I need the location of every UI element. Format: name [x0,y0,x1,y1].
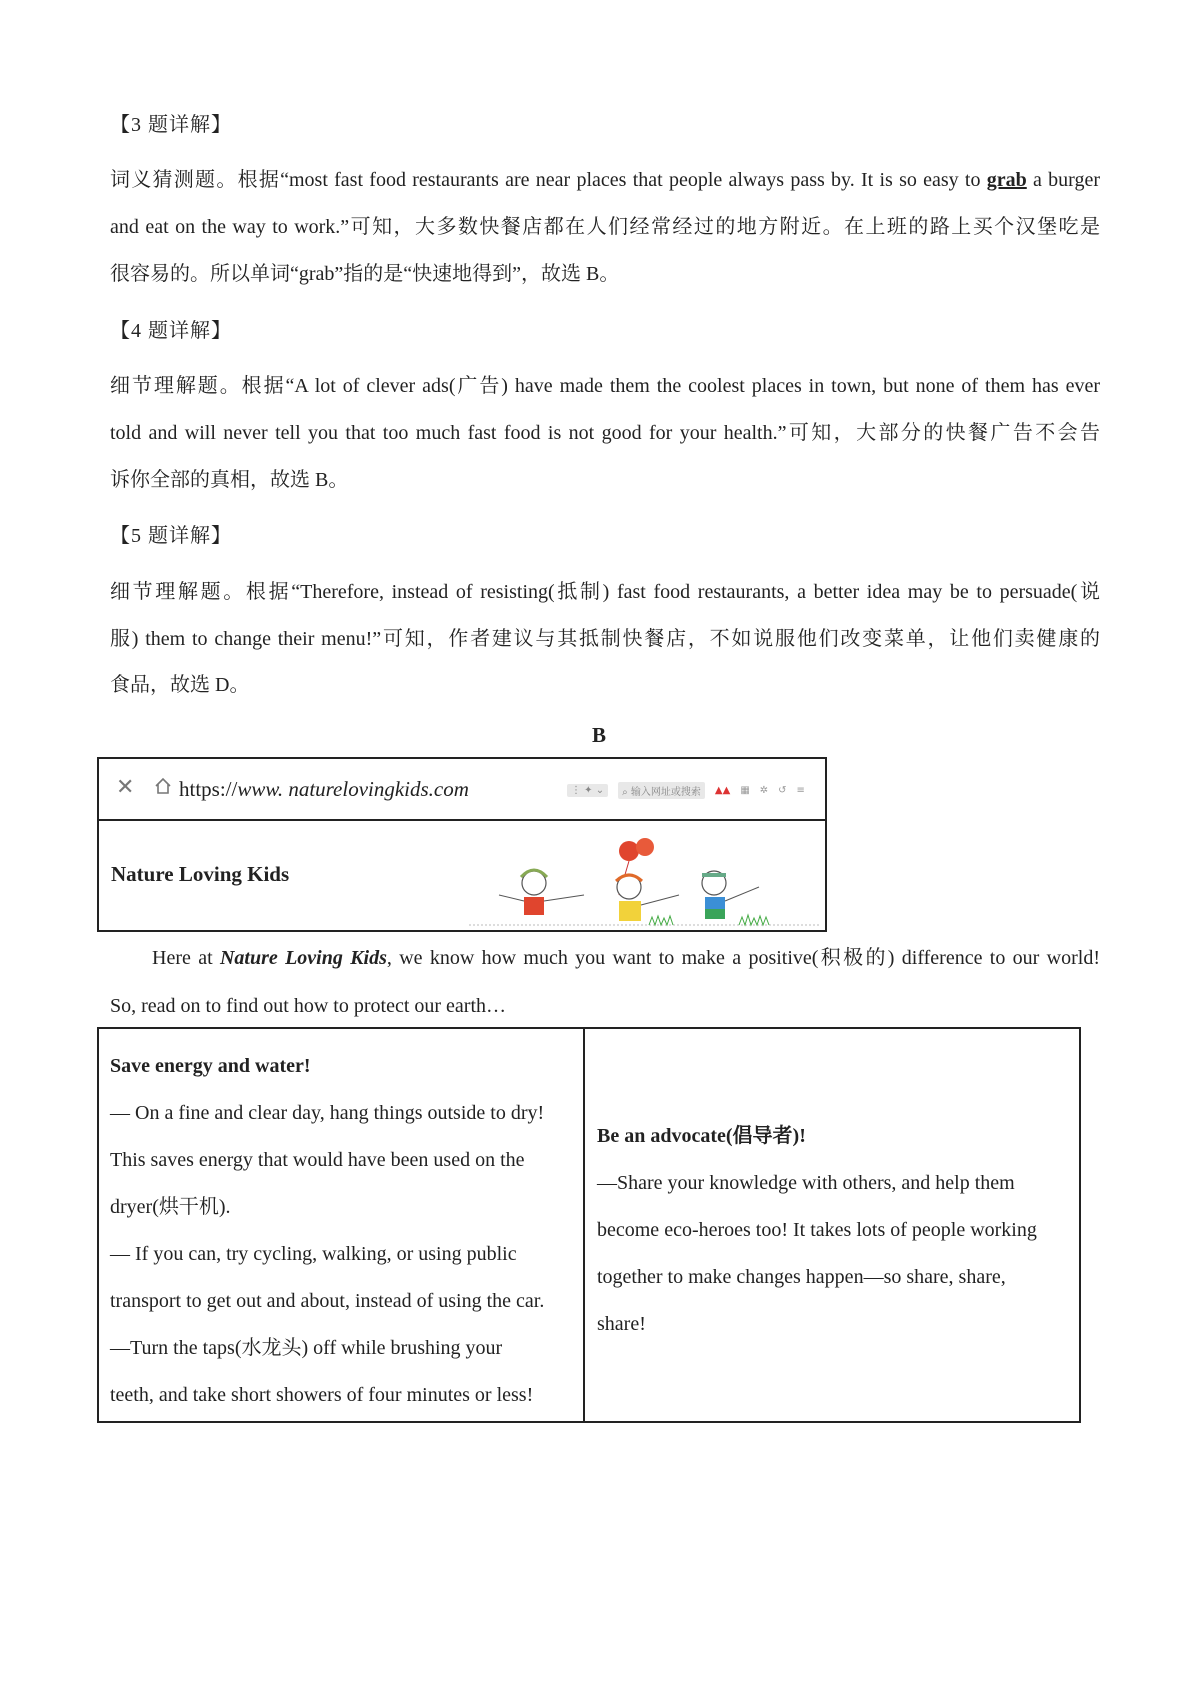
left-cell-heading: Save energy and water! [110,1055,311,1077]
q4-line-2: told and will never tell you that too much fast food is not good for your health.”可知，大部分的快餐广告不会告 [110,422,1100,444]
grab-word: grab [986,169,1027,191]
right-cell-heading: Be an advocate(倡导者)! [597,1125,806,1147]
browser-toolbar [567,781,805,799]
q3-line-1-text: 词义猜测题。根据“most fast food restaurants are near places that people always pass by. It is so easy to [110,169,987,191]
right-cell-line: —Share your knowledge with others, and help them [597,1172,1015,1194]
q4-line-3: 诉你全部的真相，故选 B。 [110,469,349,491]
brand-icon[interactable]: ▲▲ [714,784,731,796]
url-domain: www. naturelovingkids.com [237,777,469,801]
q3-line-1-end: a burger [1026,169,1101,191]
q3-header: 【3 题详解】 [110,114,232,136]
q4-header: 【4 题详解】 [110,320,232,342]
home-icon[interactable] [154,777,172,795]
q5-line-1: 细节理解题。根据“Therefore, instead of resisting(抵制) fast food restaurants, a better idea may be to persuade(说 [110,581,1100,603]
browser-address-bar [99,759,825,821]
right-cell-line: together to make changes happen—so share, share, [597,1266,1006,1288]
site-title: Nature Loving Kids [111,862,290,886]
left-cell-line: teeth, and take short showers of four minutes or less! [110,1384,534,1406]
intro-line-2: So, read on to find out how to protect our earth… [110,995,507,1017]
section-b-heading: B [592,723,607,747]
search-icon: ⌕ [622,786,628,798]
q3-line-1 [110,168,1100,192]
settings-icon[interactable]: ✲ [759,784,769,796]
search-placeholder: 输入网址或搜索 [630,786,701,798]
extension-icon[interactable]: ⋮ ✦ ⌄ [567,784,608,797]
kids-drawing-image [469,825,819,930]
left-cell-line: transport to get out and about, instead of using the car. [110,1290,545,1312]
q5-line-2: 服) them to change their menu!”可知，作者建议与其抵制快餐店，不如说服他们改变菜单，让他们卖健康的 [110,628,1100,650]
tips-table [97,1027,1081,1423]
intro-line-1 [152,946,1100,970]
url-scheme: https:// [179,777,238,801]
right-cell-line: share! [597,1313,646,1335]
url-text[interactable] [179,777,469,802]
left-cell-line: dryer(烘干机). [110,1196,231,1218]
intro-site-name: Nature Loving Kids [219,947,387,969]
intro-text-start: Here at [152,947,220,969]
q3-line-3: 很容易的。所以单词“grab”指的是“快速地得到”，故选 B。 [110,263,620,285]
left-cell-line: This saves energy that would have been used on the [110,1149,525,1171]
q5-line-3: 食品，故选 D。 [110,674,250,696]
left-cell-line: — If you can, try cycling, walking, or using public [110,1243,517,1265]
intro-text-end: , we know how much you want to make a positive(积极的) difference to our world! [386,947,1100,969]
grid-icon[interactable]: ▦ [740,784,750,796]
search-box[interactable] [618,782,705,799]
undo-icon[interactable]: ↺ [778,784,787,796]
left-cell-line: —Turn the taps(水龙头) off while brushing your [110,1337,503,1359]
q4-line-1: 细节理解题。根据“A lot of clever ads(广告) have made them the coolest places in town, but none of them has ever [110,375,1100,397]
left-cell-line: — On a fine and clear day, hang things outside to dry! [110,1102,545,1124]
right-cell-line: become eco-heroes too! It takes lots of people working [597,1219,1037,1241]
browser-window [97,757,827,932]
menu-icon[interactable]: ≡ [796,784,805,796]
q5-header: 【5 题详解】 [110,525,232,547]
q3-line-2: and eat on the way to work.”可知，大多数快餐店都在人们经常经过的地方附近。在上班的路上买个汉堡吃是 [110,216,1100,238]
close-icon[interactable]: ✕ [116,775,135,800]
table-divider [583,1029,585,1421]
